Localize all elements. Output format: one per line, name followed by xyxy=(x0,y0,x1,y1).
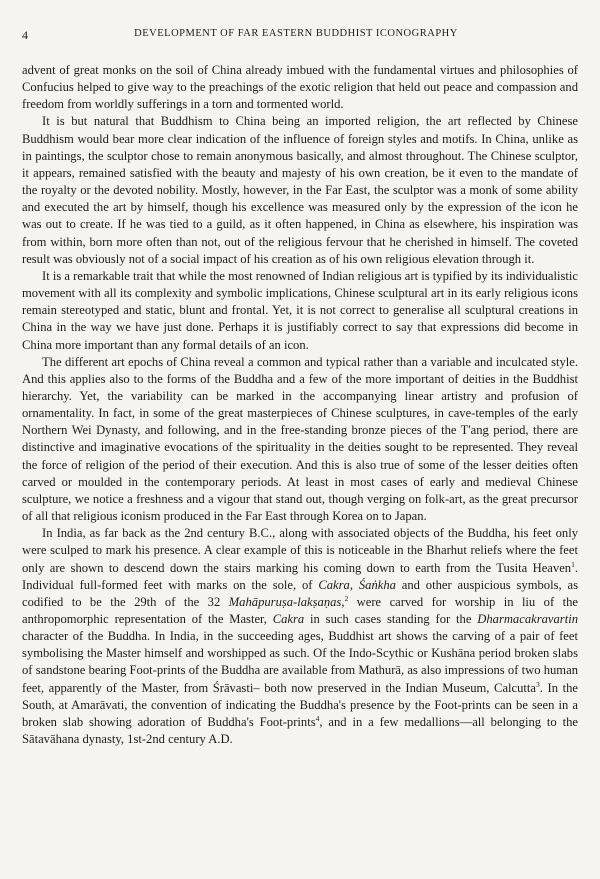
paragraph-5-text: in such cases standing for the xyxy=(304,612,478,626)
running-title: DEVELOPMENT OF FAR EASTERN BUDDHIST ICONOGRAPHY xyxy=(134,28,458,39)
paragraph-5-text: character of the Buddha. In India, in the succeeding ages, Buddhist art shows the carving of a pair of feet symbolising the Master himself and worshipped as such. Of the Indo-Scythic or Kushāna period broken slabs of sandstone bearing Foot-prints of the Buddha are available from Mathurā, as also impressions of two human feet, apparently of the Master, from Śrāvasti– both now preserved in the Indian Museum, Calcutta xyxy=(22,629,578,695)
paragraph-5 xyxy=(22,525,578,748)
paragraph-5-text: , and in a few medallions—all belonging to the Sātavāhana dynasty, 1st-2nd century A.D. xyxy=(22,714,578,747)
term-dharmacakravartin: Dharmacakravartin xyxy=(477,612,578,626)
paragraph-1: advent of great monks on the soil of China already imbued with the fundamental virtues and philosophies of Confucius helped to give way to the preachings of the exotic religion that held out peace and compassion and freedom from worldly sufferings in a torn and tormented world. xyxy=(22,63,578,112)
page-header xyxy=(22,28,570,44)
footnote-ref-1: 1 xyxy=(571,559,575,569)
footnote-ref-3: 3 xyxy=(536,679,540,689)
page-number: 4 xyxy=(22,28,28,42)
term-sankha: Śaṅkha xyxy=(358,577,396,592)
term-mahapurusa-laksanas: Mahāpuruṣa-lakṣaṇas, xyxy=(228,594,345,609)
paragraph-5-text: . In the South, at Amarāvati, the convention of indicating the Buddha's presence by the Foot-prints can be seen in a broken slab showing adoration of Buddha's Foot-prints xyxy=(22,680,578,729)
paragraph-4: The different art epochs of China reveal a common and typical rather than a variable and inculcated style. And this applies also to the forms of the Buddha and a few of the more important of deities in the Buddhist hierarchy. Yet, the variability can be marked in the accompanying linear artistry and profusion of ornamentality. In fact, in some of the great masterpieces of Chinese sculptures, in cave-temples of the early Northern Wei Dynasty, and following, and in the free-standing bronze pieces of the T'ang period, there are distinctive and imaginative evocations of the spirituality in the deities sought to be represented. They reveal the force of religion of the period of their execution. And this is also true of some of the lesser deities often carved or moulded in the contemporary periods. At least in most cases of early and medieval Chinese sculpture, we notice a freshness and a vigour that stand out, though verging on folk-art, as the great precursor of all that religious iconism produced in the Far East through Korea on to Japan. xyxy=(22,354,578,524)
term-cakra: Cakra xyxy=(272,612,305,626)
footnote-ref-2: 2 xyxy=(344,593,349,603)
paragraph-5-text: were carved for worship in liu of the anthropomorphic representation of the Master, xyxy=(22,594,578,626)
footnote-ref-4: 4 xyxy=(315,713,320,723)
paragraph-5-text: In India, as far back as the 2nd century B.C., along with associated objects of the Buddha, his feet only were sculped to mark his presence. A clear example of this is noticeable in the Bharhut reliefs where the feet only are shown to descend down the stairs marking his coming down to earth from the Tusita Heaven xyxy=(22,526,578,575)
body-text xyxy=(22,62,578,748)
paragraph-5-text: . Individual full-formed feet with marks on the sole, of xyxy=(22,560,578,592)
paragraph-2: It is but natural that Buddhism to China being an imported religion, the art reflected by Chinese Buddhism would bear more clear indication of the influence of foreign styles and motifs. In China, unlike as in paintings, the sculptor chose to remain anonymous basically, and almost throughout. The Chinese sculptor, it appears, remained satisfied with the beauty and majesty of his own creation, be it even to the mandate of the royalty or the devoted nobility. Mostly, however, in the Far East, the sculptor was a monk of some ability and executed the art by himself, though his excellence was measured only by the expression of the icon he was out to create. If he was tied to a guild, as it often happened, in China as elsewhere, his inspiration was from within, born more often than not, out of the religious fervour that he cherished in himself. The coveted result was obviously not of a social impact of his creation as of his own religious elevation through it. xyxy=(22,114,578,266)
paragraph-3: It is a remarkable trait that while the most renowned of Indian religious art is typified by its individualistic movement with all its complexity and symbolic implications, Chinese sculptural art in its early religious icons remain stereotyped and static, blunt and frontal. Yet, it is not correct to generalise all sculptural creations in China in the way we have just done. Perhaps it is justifiably correct to say that expressions did become in China more important than any formal details of an icon. xyxy=(22,268,578,352)
paragraph-5-text: , xyxy=(349,577,359,592)
paragraph-5-text: and other auspicious symbols, as codified to be the 29th of the 32 xyxy=(22,577,578,609)
term-cakra: Cakra xyxy=(318,577,350,592)
